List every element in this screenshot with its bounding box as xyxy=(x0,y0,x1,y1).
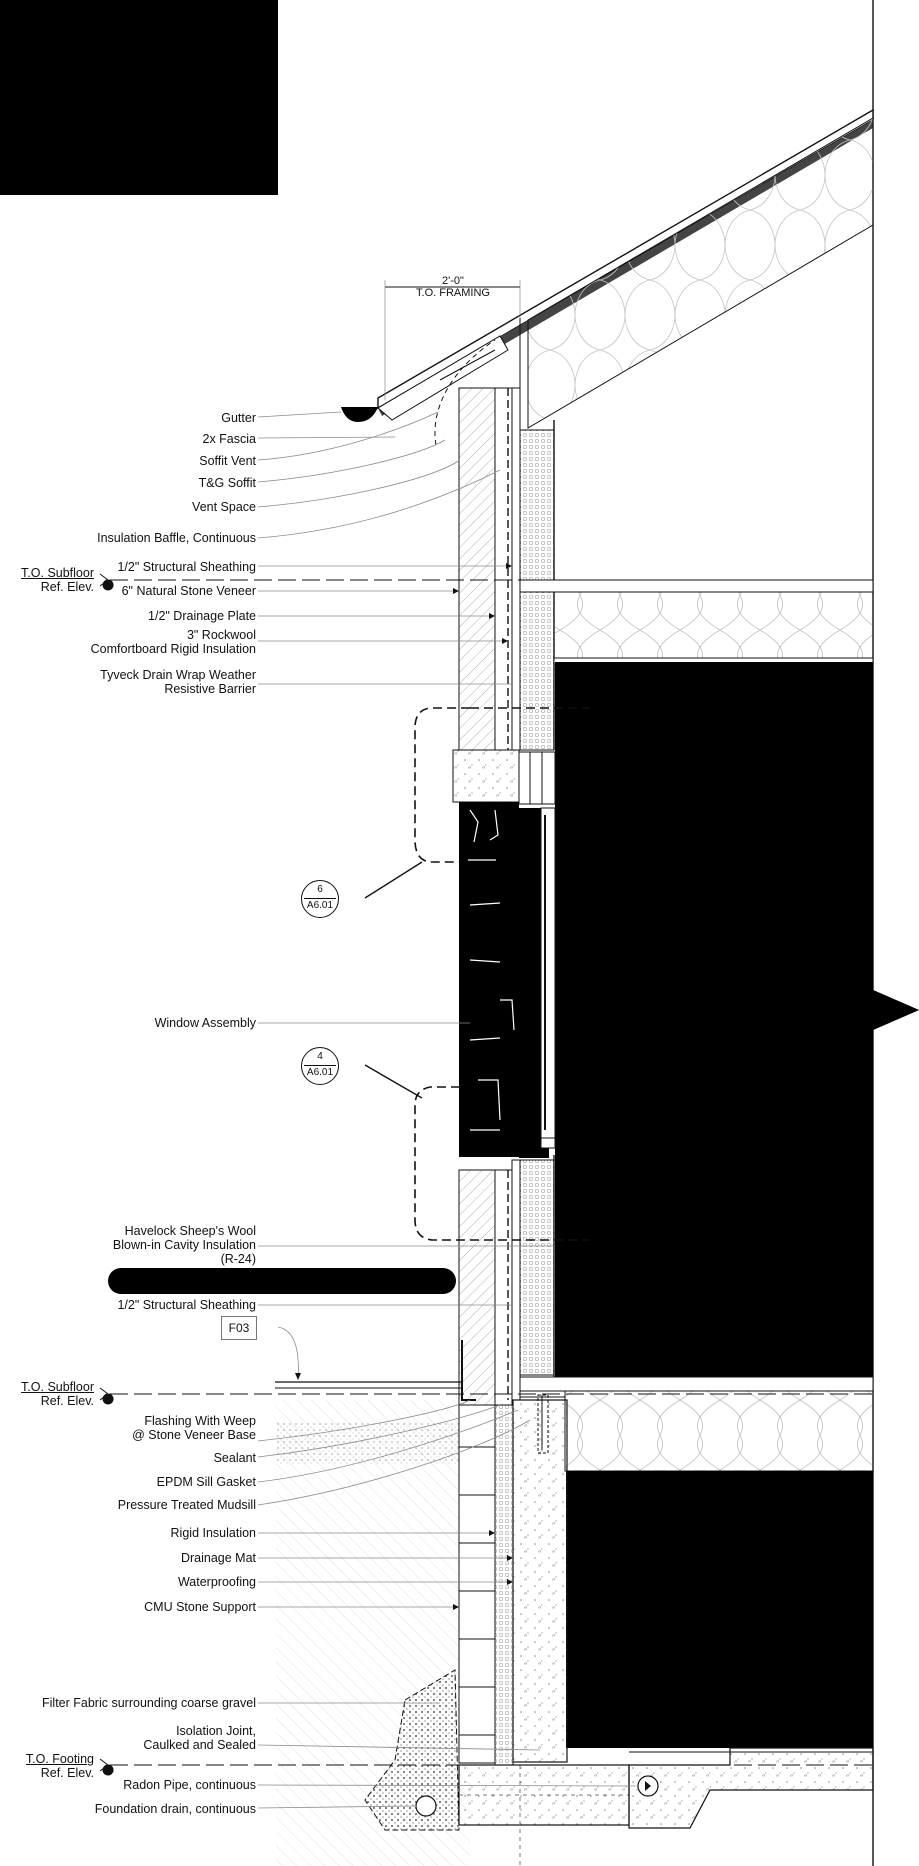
elevation-name: T.O. Subfloor xyxy=(21,566,94,580)
label-filter-fabric: Filter Fabric surrounding coarse gravel xyxy=(42,1696,256,1710)
elevation-sub: Ref. Elev. xyxy=(40,580,94,594)
dimension-label xyxy=(386,275,520,299)
section-tag-f03[interactable]: F03 xyxy=(221,1316,257,1340)
label-vent-space: Vent Space xyxy=(192,500,256,514)
label-epdm-gasket: EPDM Sill Gasket xyxy=(156,1475,256,1489)
label-tg-soffit: T&G Soffit xyxy=(198,476,256,490)
interior-redaction-lower xyxy=(566,1471,873,1748)
label-insulation-baffle: Insulation Baffle, Continuous xyxy=(97,531,256,545)
label-cmu-stone-support: CMU Stone Support xyxy=(144,1600,256,1614)
lower-wall xyxy=(459,1155,554,1405)
label-sealant: Sealant xyxy=(213,1451,256,1465)
detail-callout-4[interactable] xyxy=(301,1047,339,1085)
label-sheeps-wool-text: Havelock Sheep's Wool Blown-in Cavity Insulation (R-24) xyxy=(112,1224,256,1266)
footing xyxy=(459,1748,873,1866)
label-gutter: Gutter xyxy=(221,411,256,425)
label-rigid-insulation: Rigid Insulation xyxy=(170,1526,256,1540)
elevation-subfloor-upper xyxy=(8,566,94,594)
label-structural-sheathing-lower: 1/2" Structural Sheathing xyxy=(117,1298,256,1312)
label-foundation-drain: Foundation drain, continuous xyxy=(94,1802,256,1816)
elevation-markers xyxy=(100,574,113,1775)
label-isolation-joint-text: Isolation Joint, Caulked and Sealed xyxy=(143,1724,256,1752)
dimension-value: 2'-0" xyxy=(442,275,464,287)
label-rockwool xyxy=(91,628,256,656)
dimension-reference: T.O. FRAMING xyxy=(416,287,490,299)
gravel-band xyxy=(276,1422,466,1464)
elevation-name: T.O. Footing xyxy=(25,1752,94,1766)
interior-redaction-upper xyxy=(555,662,873,1377)
detail-callout-6[interactable] xyxy=(301,880,339,918)
label-waterproofing: Waterproofing xyxy=(177,1575,256,1589)
roof-assembly xyxy=(378,110,873,428)
label-radon-pipe: Radon Pipe, continuous xyxy=(123,1778,256,1792)
elevation-name: T.O. Subfloor xyxy=(21,1380,94,1394)
label-rockwool-text: 3" Rockwool Comfortboard Rigid Insulation xyxy=(90,628,256,656)
window-header xyxy=(453,750,519,802)
upper-floor xyxy=(520,580,873,664)
callout-sheet: A6.01 xyxy=(306,1067,334,1078)
elevation-sub: Ref. Elev. xyxy=(40,1394,94,1408)
label-drainage-plate: 1/2" Drainage Plate xyxy=(148,609,256,623)
elevation-sub: Ref. Elev. xyxy=(40,1766,94,1780)
callout-number: 4 xyxy=(317,1051,323,1062)
window-assembly xyxy=(459,802,555,1158)
label-fascia: 2x Fascia xyxy=(202,432,256,446)
label-redaction xyxy=(108,1268,456,1294)
label-window-assembly: Window Assembly xyxy=(154,1016,256,1030)
callout-sheet: A6.01 xyxy=(306,900,334,911)
label-tyveck-text: Tyveck Drain Wrap Weather Resistive Barrier xyxy=(100,668,256,696)
label-isolation-joint xyxy=(143,1724,256,1752)
label-flashing-weep-text: Flashing With Weep @ Stone Veneer Base xyxy=(132,1414,256,1442)
label-mudsill: Pressure Treated Mudsill xyxy=(117,1498,256,1512)
lower-floor xyxy=(520,1377,873,1471)
label-structural-sheathing-upper: 1/2" Structural Sheathing xyxy=(117,560,256,574)
label-sheeps-wool xyxy=(113,1224,256,1266)
label-flashing-weep xyxy=(132,1414,256,1442)
foundation-drain-pipe xyxy=(416,1796,436,1816)
upper-wall xyxy=(459,388,554,750)
foundation-wall xyxy=(495,1395,567,1765)
gutter-shape xyxy=(341,407,378,422)
label-tyveck xyxy=(100,668,256,696)
elevation-footing xyxy=(8,1752,94,1780)
callout-number: 6 xyxy=(317,884,323,895)
label-stone-veneer: 6" Natural Stone Veneer xyxy=(121,584,256,598)
label-drainage-mat: Drainage Mat xyxy=(180,1551,256,1565)
elevation-subfloor-lower xyxy=(8,1380,94,1408)
label-soffit-vent: Soffit Vent xyxy=(199,454,256,468)
redaction-block xyxy=(0,0,278,195)
cmu-stone-support xyxy=(459,1405,495,1763)
